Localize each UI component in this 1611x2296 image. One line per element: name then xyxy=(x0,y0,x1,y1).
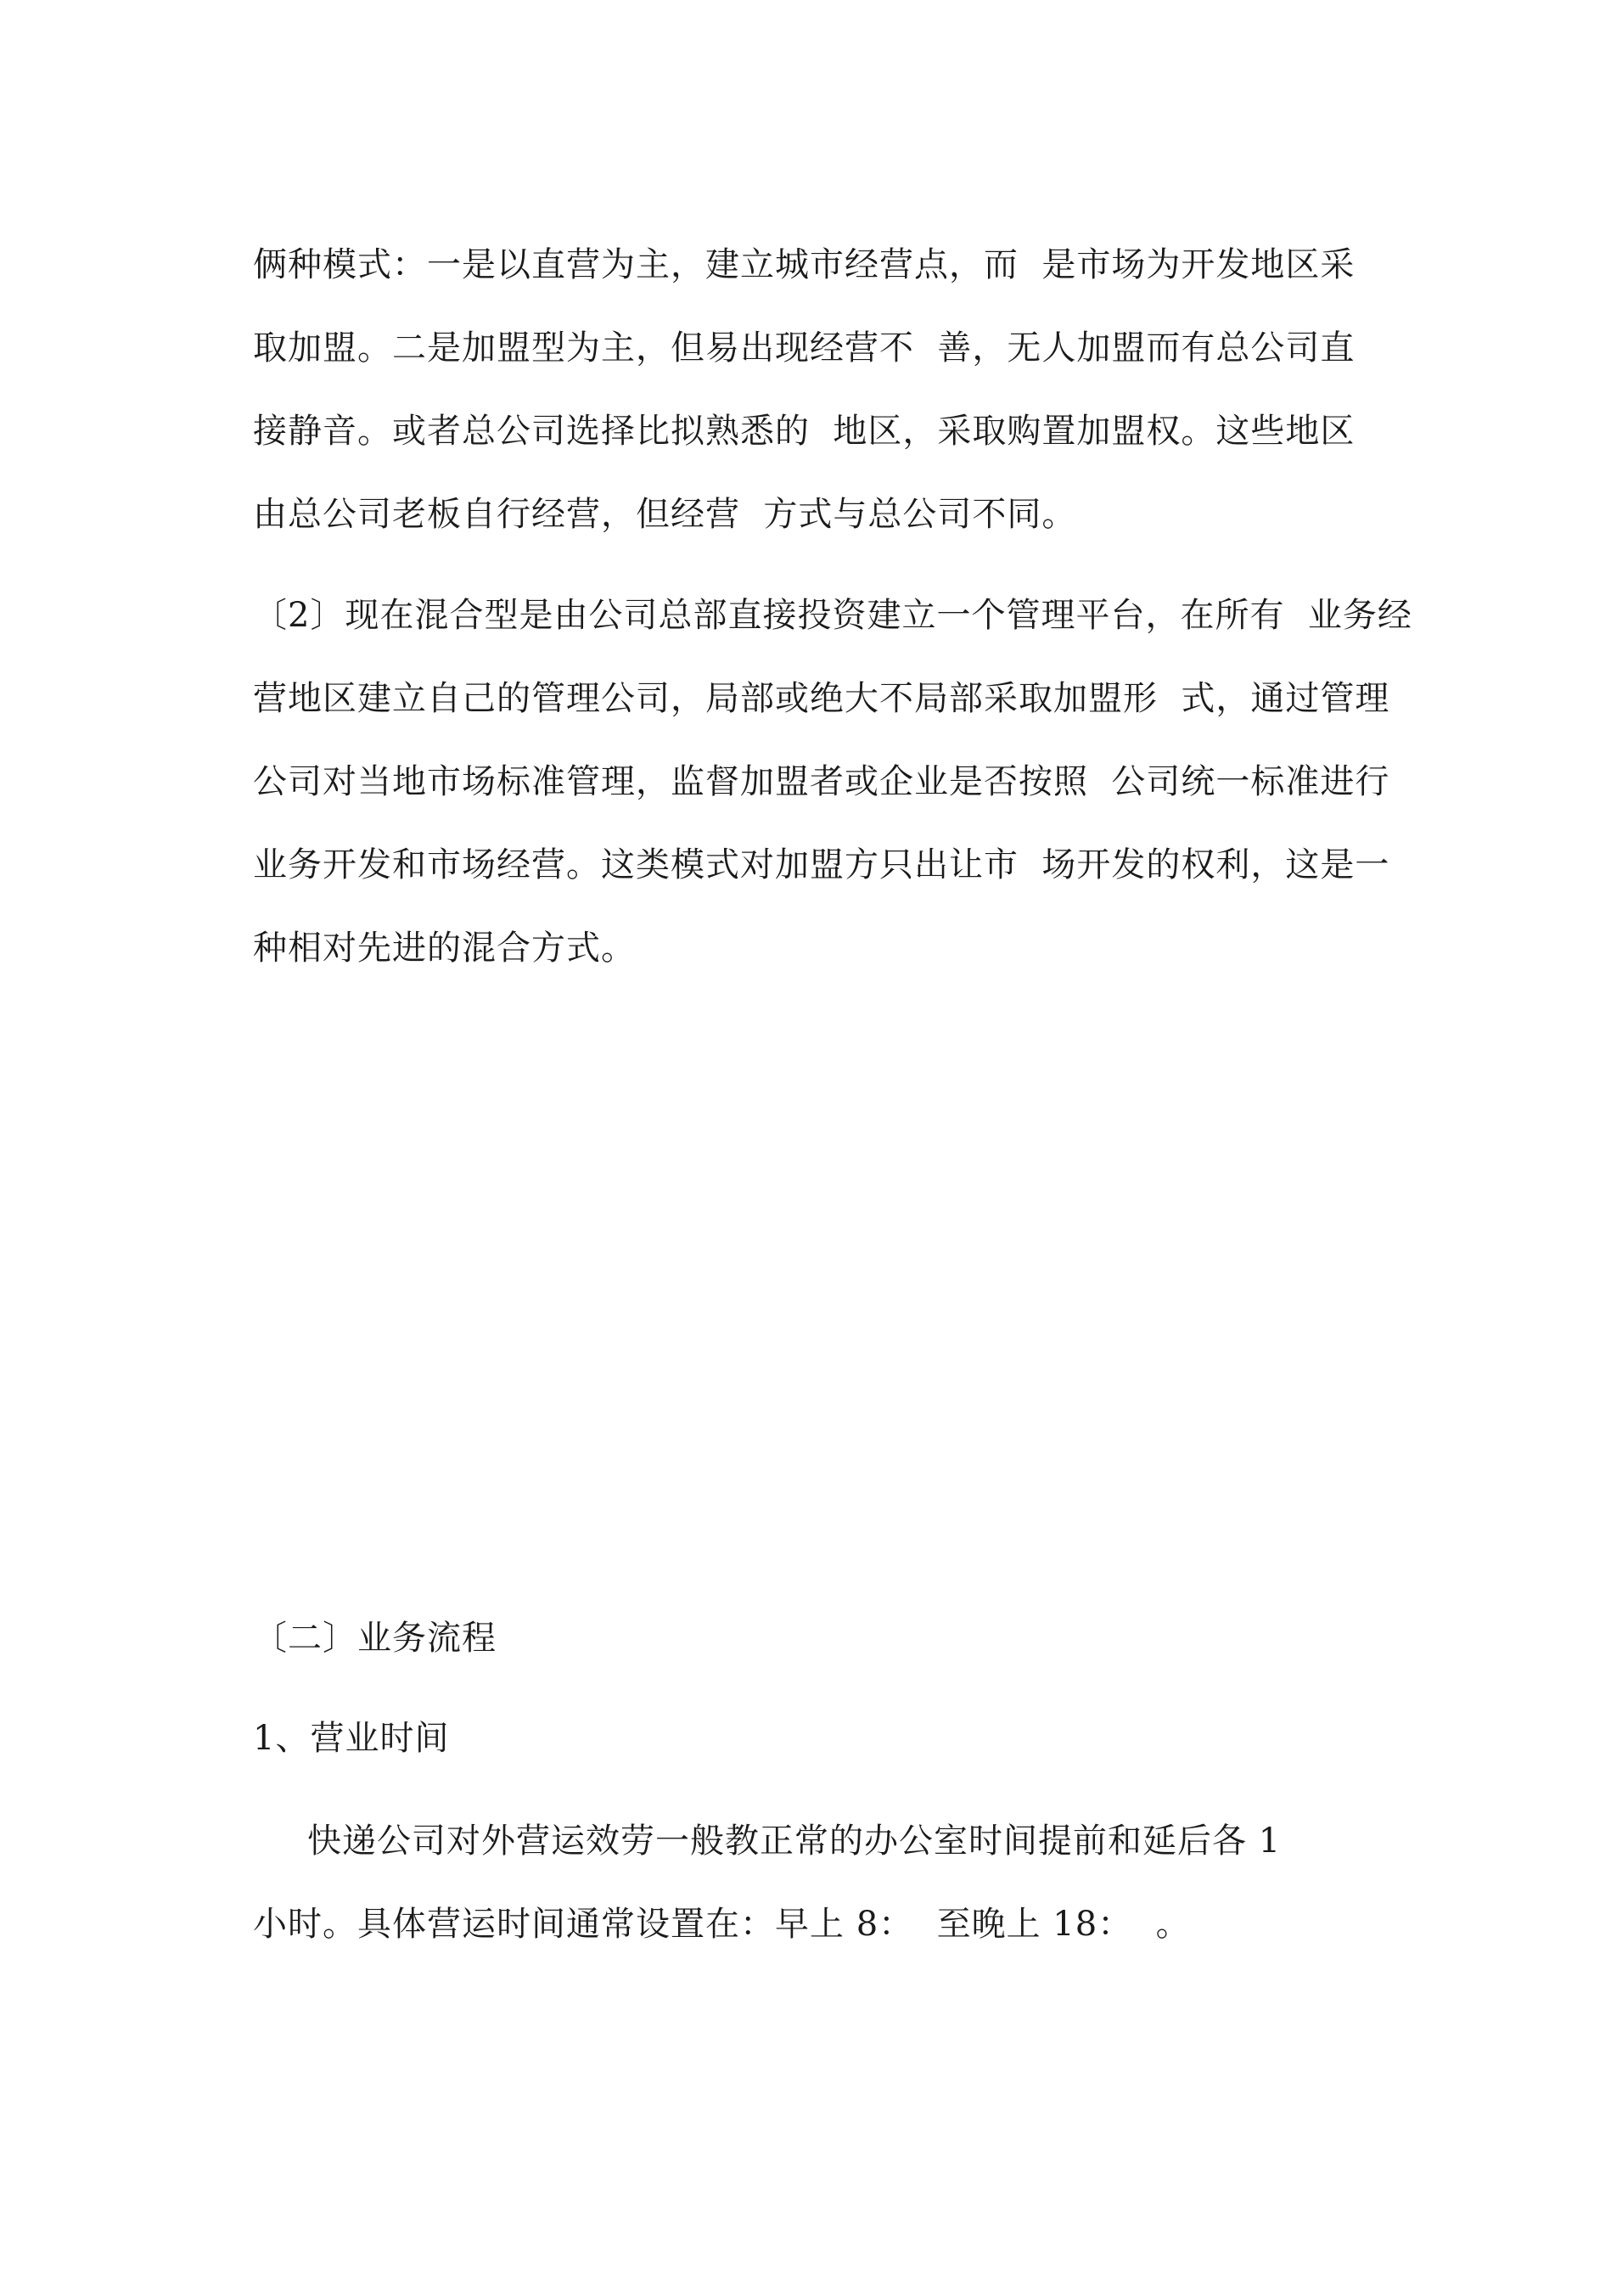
paragraph-1-line-3: 接静音。或者总公司选择比拟熟悉的 地区，采取购置加盟权。这些地区 xyxy=(253,412,1356,451)
paragraph-2-line-3: 公司对当地市场标准管理，监督加盟者或企业是否按照 公司统一标准进行 xyxy=(253,762,1390,801)
paragraph-3-line-2: 小时。具体营运时间通常设置在：早上 8： 至晚上 18： 。 xyxy=(253,1905,1191,1944)
paragraph-2-line-1: 〔2〕现在混合型是由公司总部直接投资建立一个管理平台，在所有 业务经 xyxy=(253,596,1412,635)
paragraph-1-line-2: 取加盟。二是加盟型为主，但易出现经营不 善，无人加盟而有总公司直 xyxy=(253,328,1356,368)
section-heading: 〔二〕业务流程 xyxy=(253,1619,497,1658)
paragraph-2-line-2: 营地区建立自己的管理公司，局部或绝大不局部采取加盟形 式，通过管理 xyxy=(253,679,1390,718)
paragraph-3-line-1: 快递公司对外营运效劳一般教正常的办公室时间提前和延后各 1 xyxy=(307,1822,1282,1861)
paragraph-2-line-5: 种相对先进的混合方式。 xyxy=(253,929,636,968)
paragraph-1-line-1: 俩种模式：一是以直营为主，建立城市经营点，而 是市场为开发地区采 xyxy=(253,245,1356,284)
paragraph-2-line-4: 业务开发和市场经营。这类模式对加盟方只出让市 场开发的权利，这是一 xyxy=(253,845,1390,884)
paragraph-1-line-4: 由总公司老板自行经营，但经营 方式与总公司不同。 xyxy=(253,495,1077,534)
subheading: 1、营业时间 xyxy=(253,1719,450,1758)
